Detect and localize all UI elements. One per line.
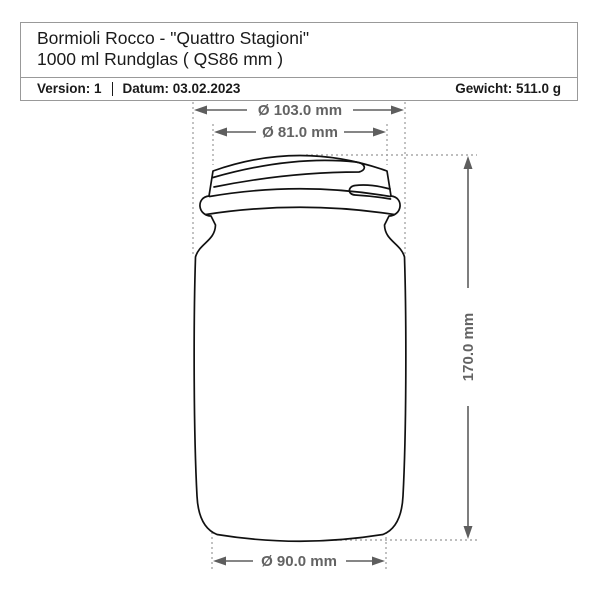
dim-mouth-diameter <box>214 124 386 141</box>
weight-label: Gewicht: 511.0 g <box>455 81 561 96</box>
mouth-diameter-label: Ø 81.0 mm <box>262 124 338 141</box>
arrow-right-icon <box>372 557 385 566</box>
arrow-left-icon <box>213 557 226 566</box>
dim-base-diameter <box>213 553 385 570</box>
height-label: 170.0 mm <box>460 312 477 382</box>
jar-silhouette <box>194 156 406 542</box>
jar-outline-group <box>194 156 406 542</box>
arrow-up-icon <box>464 156 473 169</box>
arrow-down-icon <box>464 526 473 539</box>
dim-outer-diameter <box>194 102 404 119</box>
version-label: Version: 1 <box>37 81 102 96</box>
arrow-left-icon <box>214 128 227 137</box>
product-title: Bormioli Rocco - "Quattro Stagioni" <box>37 28 310 48</box>
base-diameter-label: Ø 90.0 mm <box>261 553 337 570</box>
arrow-right-icon <box>391 106 404 115</box>
date-label: Datum: 03.02.2023 <box>122 81 241 96</box>
arrow-right-icon <box>373 128 386 137</box>
product-subtitle: 1000 ml Rundglas ( QS86 mm ) <box>37 49 284 69</box>
dim-height <box>460 156 477 539</box>
outer-diameter-label: Ø 103.0 mm <box>257 102 343 119</box>
